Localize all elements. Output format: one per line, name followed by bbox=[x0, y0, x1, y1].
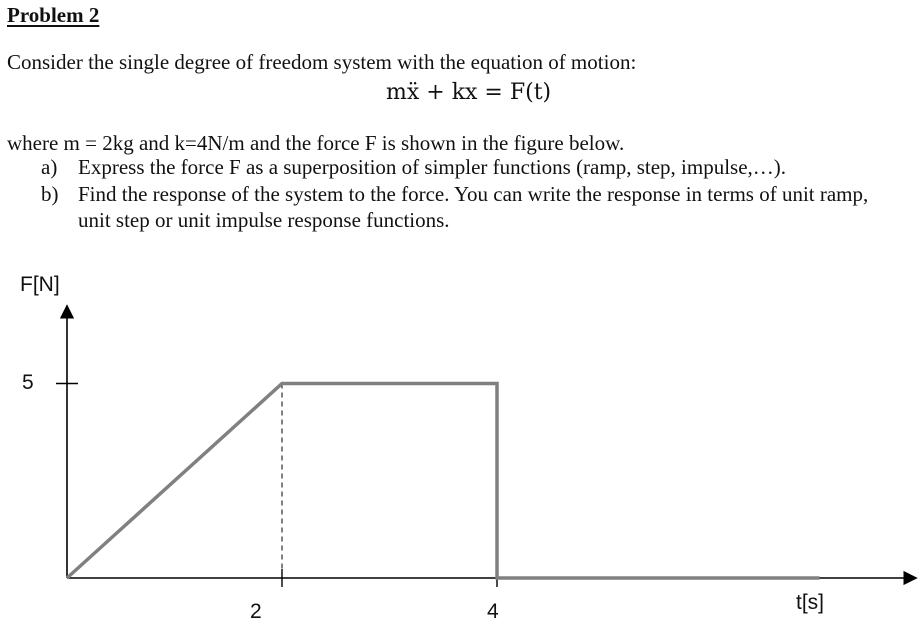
force-series-line bbox=[67, 384, 820, 579]
y-tick-label: 5 bbox=[22, 371, 34, 394]
problem-parameters: where m = 2kg and k=4N/m and the force F is shown in the figure below. bbox=[7, 131, 625, 155]
x-tick-label: 2 bbox=[250, 600, 262, 623]
question-b-continuation: unit step or unit impulse response functions. bbox=[78, 208, 450, 232]
x-axis-label: t[s] bbox=[796, 591, 825, 614]
y-axis-label: F[N] bbox=[20, 273, 60, 296]
question-a-marker: a) bbox=[41, 155, 58, 179]
problem-intro: Consider the single degree of freedom system with the equation of motion: bbox=[7, 50, 637, 74]
question-b-marker: b) bbox=[41, 182, 59, 206]
question-a-text: Express the force F as a superposition of simpler functions (ramp, step, impulse,…). bbox=[78, 155, 787, 179]
x-tick-label: 4 bbox=[487, 600, 499, 623]
question-b-text: Find the response of the system to the force. You can write the response in terms of unit ramp, bbox=[78, 182, 869, 206]
problem-title: Problem 2 bbox=[7, 3, 100, 27]
equation-of-motion: mẍ + kx = F(t) bbox=[386, 80, 552, 105]
